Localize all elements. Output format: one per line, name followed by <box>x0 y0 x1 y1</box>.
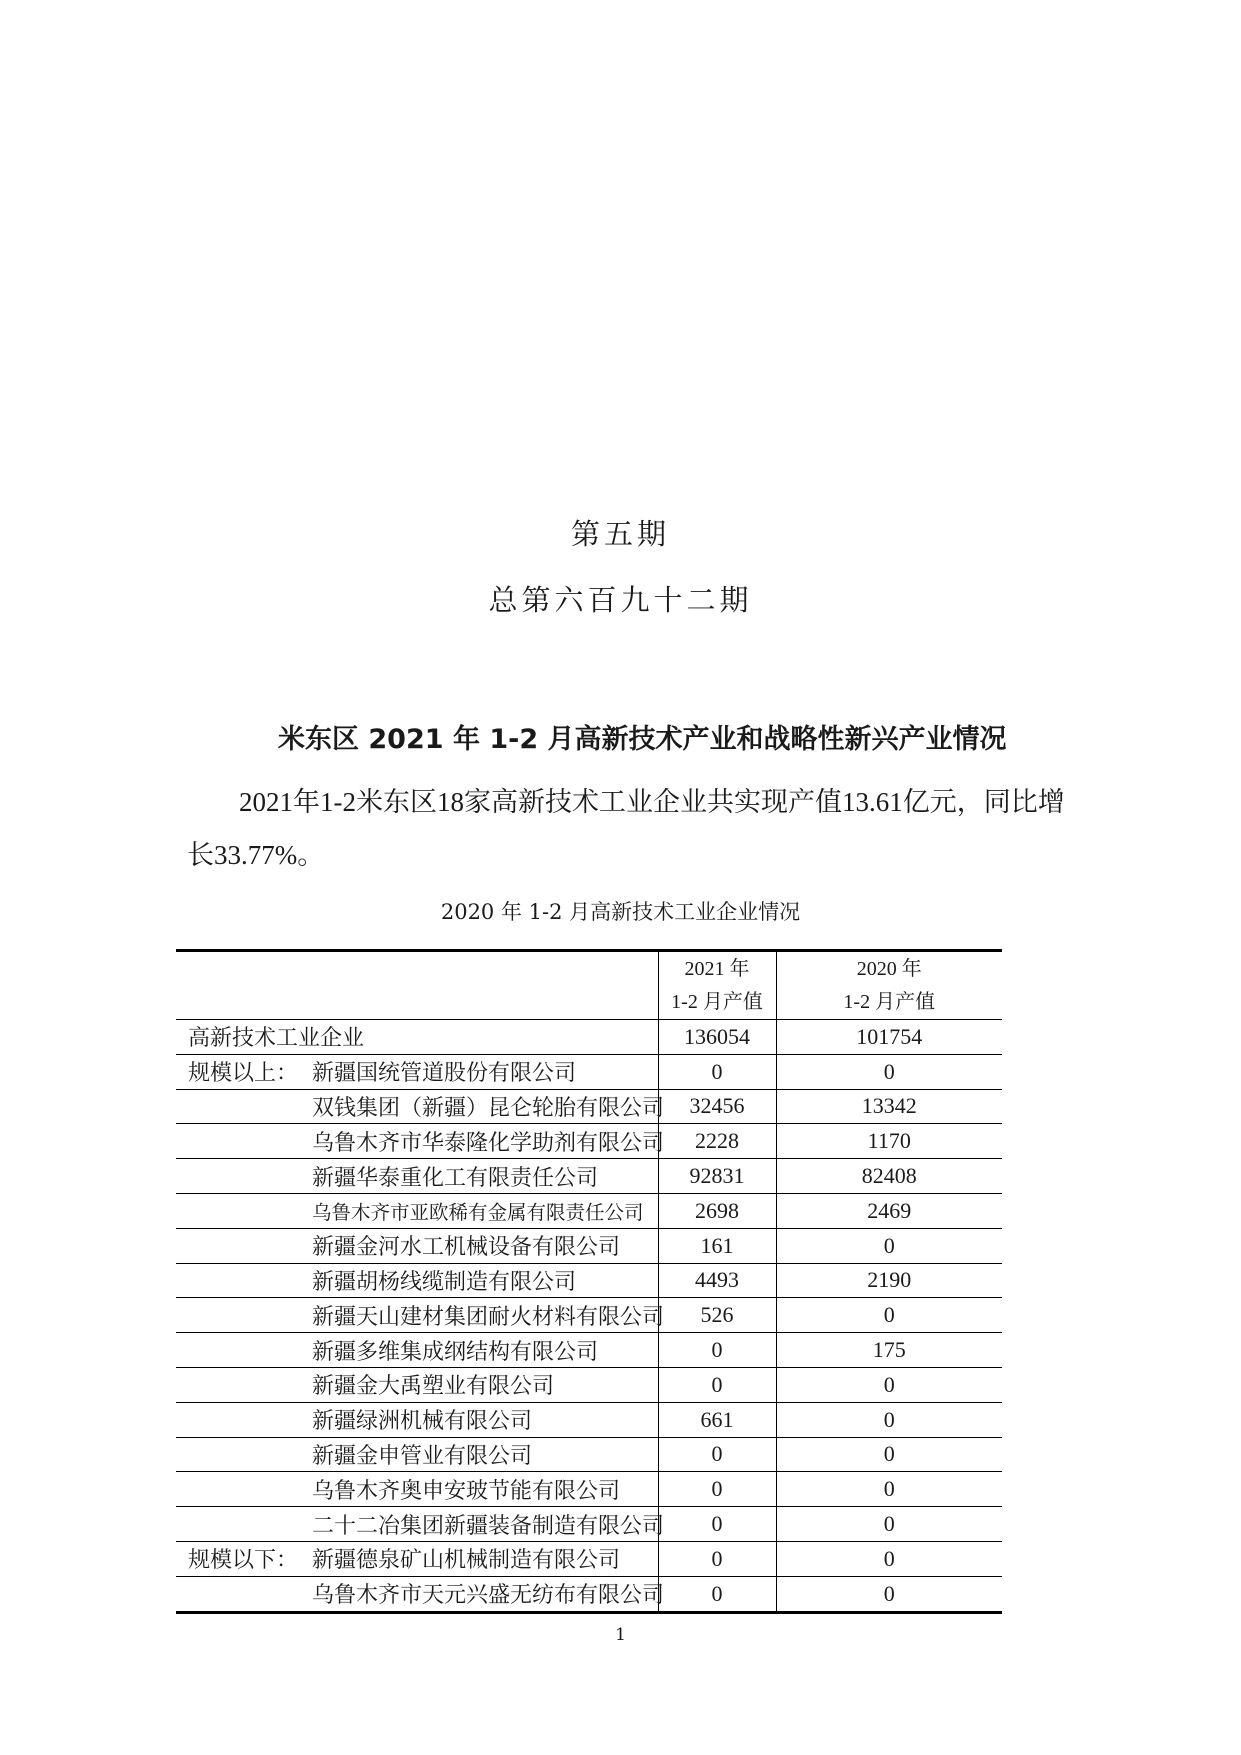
enterprise-name-cell <box>176 1228 658 1263</box>
enterprise-name: 乌鲁木齐市天元兴盛无纺布有限公司 <box>312 1582 665 1608</box>
output-2020-cell: 0 <box>776 1367 1002 1402</box>
enterprise-name: 新疆金大禹塑业有限公司 <box>312 1373 555 1399</box>
output-2020-cell: 82408 <box>776 1159 1002 1194</box>
table-row <box>176 1228 1002 1263</box>
table-row <box>176 1263 1002 1298</box>
enterprise-name: 新疆绿洲机械有限公司 <box>312 1408 533 1434</box>
enterprise-name: 新疆德泉矿山机械制造有限公司 <box>312 1547 621 1573</box>
output-2021-cell: 0 <box>658 1437 776 1472</box>
row-category-label: 高新技术工业企业 <box>188 1025 365 1051</box>
output-2021-cell: 0 <box>658 1054 776 1089</box>
row-category-label: 规模以下： <box>188 1547 299 1573</box>
header-2020-column <box>776 951 1002 1020</box>
enterprise-name-cell <box>176 1020 658 1055</box>
table-caption: 2020 年 1-2 月高新技术工业企业情况 <box>440 900 801 924</box>
table-row <box>176 1333 1002 1368</box>
enterprise-name: 新疆天山建材集团耐火材料有限公司 <box>312 1303 665 1329</box>
enterprise-name-cell <box>176 1054 658 1089</box>
enterprise-name-cell <box>176 1541 658 1576</box>
header-2021-year: 2021 年 <box>684 957 750 980</box>
output-2020-cell: 0 <box>776 1437 1002 1472</box>
output-2020-cell: 0 <box>776 1298 1002 1333</box>
output-2020-cell: 2190 <box>776 1263 1002 1298</box>
table-row <box>176 1089 1002 1124</box>
enterprise-name-cell <box>176 1298 665 1333</box>
output-2021-cell: 4493 <box>658 1263 776 1298</box>
output-2021-cell: 2698 <box>658 1193 776 1228</box>
table-row <box>176 1193 1002 1228</box>
output-2020-cell: 101754 <box>776 1020 1002 1055</box>
output-2021-cell: 0 <box>658 1507 776 1542</box>
summary-paragraph: 2021年1-2米东区18家高新技术工业企业共实现产值13.61亿元，同比增长33.77%。 <box>187 787 1065 870</box>
table-row <box>176 1541 1002 1576</box>
output-2021-cell: 32456 <box>658 1089 776 1124</box>
table-row <box>176 1124 1002 1159</box>
output-2020-cell: 1170 <box>776 1124 1002 1159</box>
table-row <box>176 1159 1002 1194</box>
enterprise-name-cell <box>176 1367 658 1402</box>
table-row <box>176 1020 1002 1055</box>
issue-total-number: 总第六百九十二期 <box>488 583 753 617</box>
enterprise-name-cell <box>176 1333 658 1368</box>
enterprise-name: 新疆金申管业有限公司 <box>312 1442 533 1468</box>
enterprise-name: 双钱集团（新疆）昆仑轮胎有限公司 <box>312 1094 665 1120</box>
enterprise-name: 乌鲁木齐奥申安玻节能有限公司 <box>312 1477 621 1503</box>
table-row <box>176 1054 1002 1089</box>
header-2020-year: 2020 年 <box>856 957 922 980</box>
table-row <box>176 1507 1002 1542</box>
table-header-row <box>176 951 1002 1020</box>
table-row <box>176 1298 1002 1333</box>
issue-number: 第五期 <box>570 517 670 551</box>
output-2020-cell: 0 <box>776 1228 1002 1263</box>
enterprise-name: 新疆华泰重化工有限责任公司 <box>312 1164 599 1190</box>
row-category-label: 规模以上： <box>188 1060 299 1086</box>
enterprise-name-cell <box>176 1437 658 1472</box>
enterprise-name: 新疆胡杨线缆制造有限公司 <box>312 1268 577 1294</box>
output-2020-cell: 0 <box>776 1576 1002 1612</box>
output-2020-cell: 0 <box>776 1472 1002 1507</box>
output-2021-cell: 0 <box>658 1472 776 1507</box>
enterprise-name: 二十二冶集团新疆装备制造有限公司 <box>312 1512 665 1538</box>
enterprise-name-cell <box>176 1159 658 1194</box>
header-2021-column <box>658 951 776 1020</box>
output-2020-cell: 0 <box>776 1054 1002 1089</box>
output-2020-cell: 2469 <box>776 1193 1002 1228</box>
output-2020-cell: 0 <box>776 1402 1002 1437</box>
output-2021-cell: 2228 <box>658 1124 776 1159</box>
enterprise-name: 新疆多维集成纲结构有限公司 <box>312 1338 599 1364</box>
enterprise-name-cell <box>176 1263 658 1298</box>
output-2021-cell: 0 <box>658 1333 776 1368</box>
enterprise-name-cell <box>176 1507 665 1542</box>
table-row <box>176 1576 1002 1612</box>
header-2021-period: 1-2 月产值 <box>671 990 763 1013</box>
output-2020-cell: 13342 <box>776 1089 1002 1124</box>
enterprise-name-cell <box>176 1576 665 1612</box>
output-2021-cell: 0 <box>658 1576 776 1612</box>
output-2021-cell: 526 <box>658 1298 776 1333</box>
output-2021-cell: 0 <box>658 1541 776 1576</box>
enterprise-name: 新疆国统管道股份有限公司 <box>312 1060 577 1086</box>
enterprise-name-cell <box>176 1124 665 1159</box>
header-name-column <box>176 951 658 1020</box>
output-2021-cell: 661 <box>658 1402 776 1437</box>
enterprise-output-table <box>176 949 1002 1614</box>
article-headline: 米东区 2021 年 1-2 月高新技术产业和战略性新兴产业情况 <box>278 724 1007 755</box>
header-2020-period: 1-2 月产值 <box>843 990 936 1013</box>
table-row <box>176 1472 1002 1507</box>
enterprise-name-cell <box>176 1193 658 1228</box>
enterprise-name-cell <box>176 1089 665 1124</box>
page-number: 1 <box>615 1625 626 1645</box>
output-2021-cell: 92831 <box>658 1159 776 1194</box>
output-2020-cell: 0 <box>776 1507 1002 1542</box>
enterprise-name-cell <box>176 1402 658 1437</box>
output-2020-cell: 175 <box>776 1333 1002 1368</box>
output-2021-cell: 136054 <box>658 1020 776 1055</box>
table-row <box>176 1367 1002 1402</box>
output-2021-cell: 161 <box>658 1228 776 1263</box>
output-2021-cell: 0 <box>658 1367 776 1402</box>
enterprise-name-cell <box>176 1472 658 1507</box>
enterprise-name: 乌鲁木齐市亚欧稀有金属有限责任公司 <box>312 1202 644 1224</box>
enterprise-name: 乌鲁木齐市华泰隆化学助剂有限公司 <box>312 1129 665 1155</box>
table-row <box>176 1437 1002 1472</box>
output-2020-cell: 0 <box>776 1541 1002 1576</box>
table-row <box>176 1402 1002 1437</box>
enterprise-name: 新疆金河水工机械设备有限公司 <box>312 1234 621 1260</box>
